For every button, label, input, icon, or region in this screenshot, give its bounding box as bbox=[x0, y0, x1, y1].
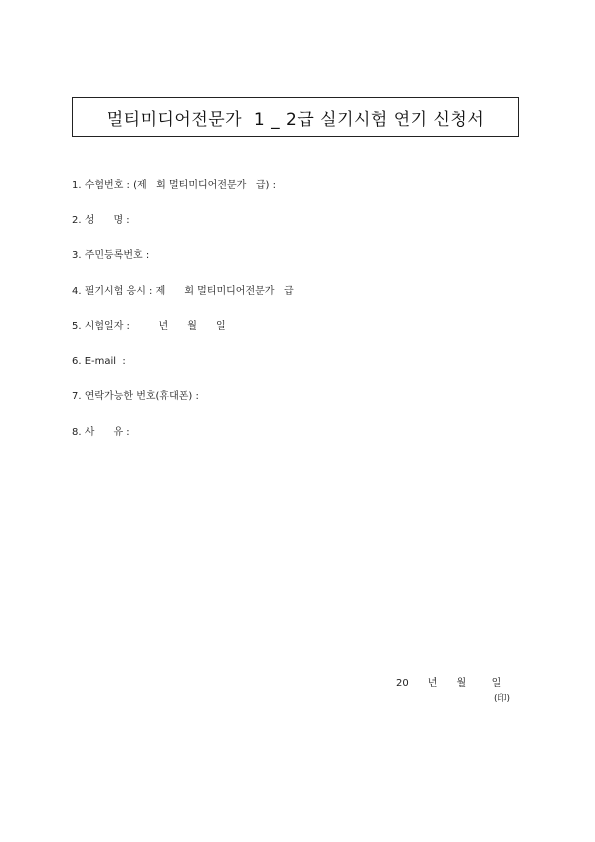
form-title-box bbox=[72, 97, 519, 137]
field-email: 6. E-mail : bbox=[72, 356, 126, 367]
field-exam-date: 5. 시험일자 : 년 월 일 bbox=[72, 321, 226, 332]
field-written-exam: 4. 필기시험 응시 : 제 회 멀티미디어전문가 급 bbox=[72, 286, 294, 297]
form-title: 멀티미디어전문가 1 _ 2급 실기시험 연기 신청서 bbox=[106, 109, 485, 130]
field-reason: 8. 사 유 : bbox=[72, 427, 130, 438]
seal-mark: (印) bbox=[494, 694, 511, 704]
field-resident-number: 3. 주민등록번호 : bbox=[72, 250, 150, 261]
signature-date: 20 년 월 일 bbox=[396, 678, 502, 689]
field-name: 2. 성 명 : bbox=[72, 215, 130, 226]
field-phone: 7. 연락가능한 번호(휴대폰) : bbox=[72, 391, 199, 402]
field-exam-number: 1. 수험번호 : (제 회 멀티미디어전문가 급) : bbox=[72, 180, 276, 191]
